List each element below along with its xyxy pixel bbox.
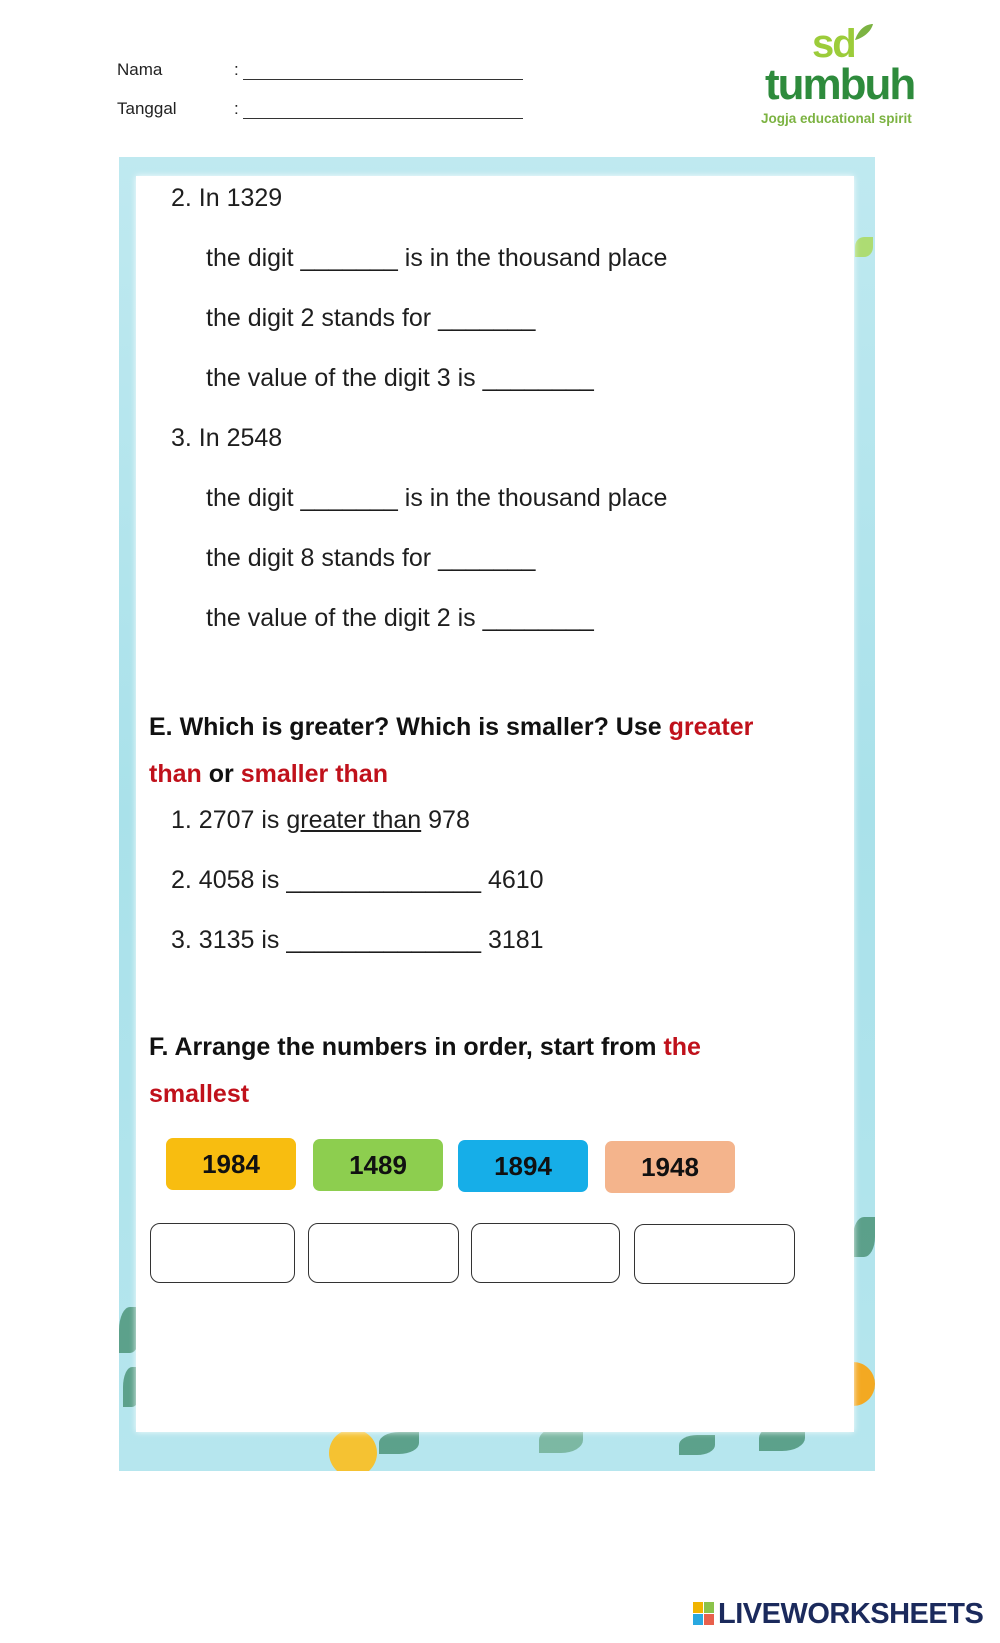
section-f-heading-text: F. Arrange the numbers in order, start from (149, 1033, 664, 1061)
question-2-line-1: the digit _______ is in the thousand place (206, 244, 668, 272)
question-2-line-2: the digit 2 stands for _______ (206, 304, 536, 332)
number-chip-1489[interactable]: 1489 (313, 1139, 443, 1191)
section-e-heading-text: E. Which is greater? Which is smaller? Use (149, 713, 669, 741)
section-e-item-2: 2. 4058 is ______________ 4610 (171, 866, 544, 894)
item-1-answer: greater than (286, 806, 422, 834)
section-e-heading-or: or (201, 760, 241, 788)
name-label: Nama (117, 60, 163, 79)
leaf-decoration (679, 1435, 715, 1455)
sd-tumbuh-logo (761, 22, 965, 132)
logo-tumbuh: tumbuh (765, 60, 915, 109)
leaf-decoration (855, 237, 873, 257)
date-label: Tanggal (117, 99, 177, 118)
section-f-heading-line-1 (149, 1033, 701, 1062)
number-chip-1948[interactable]: 1948 (605, 1141, 735, 1193)
section-e-heading-line-1 (149, 713, 753, 742)
section-e-item-1 (171, 806, 470, 835)
answer-box-1[interactable] (150, 1223, 295, 1283)
question-3-line-3: the value of the digit 2 is ________ (206, 604, 594, 632)
item-1-suffix: 978 (421, 806, 470, 834)
section-e-heading-smaller-than: smaller than (240, 760, 388, 788)
liveworksheets-icon (693, 1602, 715, 1626)
question-2-line-3: the value of the digit 3 is ________ (206, 364, 594, 392)
leaf-decoration (853, 1217, 875, 1257)
question-2-title: 2. In 1329 (171, 184, 283, 212)
date-input-line[interactable] (243, 118, 523, 119)
name-input-line[interactable] (243, 79, 523, 80)
number-chip-1894[interactable]: 1894 (458, 1140, 588, 1192)
section-e-heading-line-2 (149, 760, 388, 789)
section-e-item-3: 3. 3135 is ______________ 3181 (171, 926, 544, 954)
sprout-icon (853, 22, 875, 42)
section-f-heading-the: the (663, 1033, 701, 1061)
liveworksheets-text: LIVEWORKSHEETS (718, 1598, 984, 1630)
question-3-title: 3. In 2548 (171, 424, 283, 452)
logo-tagline: Jogja educational spirit (761, 111, 912, 126)
section-e-heading-than: than (149, 760, 202, 788)
name-colon: : (234, 60, 239, 79)
section-f-heading-smallest: smallest (149, 1080, 250, 1108)
answer-box-4[interactable] (634, 1224, 795, 1284)
leaf-decoration (379, 1432, 419, 1454)
fruit-decoration (329, 1429, 377, 1471)
section-f-heading-line-2 (149, 1080, 249, 1109)
number-chip-1984[interactable]: 1984 (166, 1138, 296, 1190)
date-colon: : (234, 99, 239, 118)
section-e-heading-greater: greater (668, 713, 754, 741)
question-3-line-2: the digit 8 stands for _______ (206, 544, 536, 572)
question-3-line-1: the digit _______ is in the thousand place (206, 484, 668, 512)
answer-box-2[interactable] (308, 1223, 459, 1283)
item-1-prefix: 1. 2707 is (171, 806, 287, 834)
answer-box-3[interactable] (471, 1223, 620, 1283)
logo-sd: sd (812, 22, 855, 66)
